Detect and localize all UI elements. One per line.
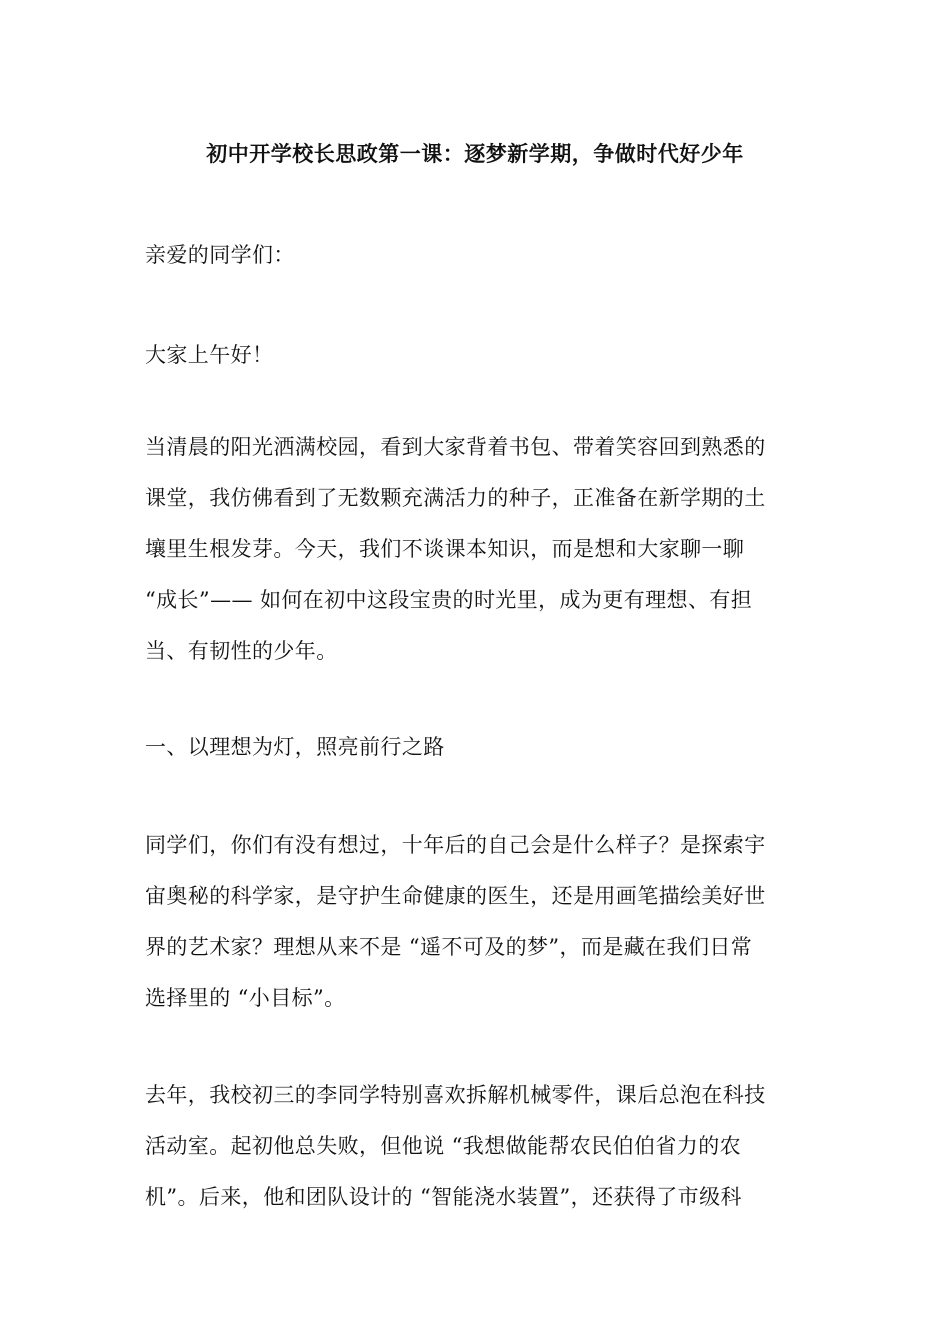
section-heading <box>145 722 810 773</box>
salutation-line: 大家上午好！ <box>145 343 274 367</box>
section-heading-line: 一、以理想为灯，照亮前行之路 <box>145 735 445 759</box>
greeting-line: 亲爱的同学们： <box>145 243 295 267</box>
paragraph-line: 去年，我校初三的李同学特别喜欢拆解机械零件，课后总泡在科技 <box>145 1083 766 1107</box>
paragraph-line: 界的艺术家？理想从来不是 “遥不可及的梦”，而是藏在我们日常 <box>145 935 753 959</box>
paragraph-line: 选择里的 “小目标”。 <box>145 986 346 1010</box>
greeting <box>145 230 810 281</box>
intro-paragraph <box>145 422 810 677</box>
paragraph-line: 宙奥秘的科学家，是守护生命健康的医生，还是用画笔描绘美好世 <box>145 884 766 908</box>
paragraph-line: 当清晨的阳光洒满校园，看到大家背着书包、带着笑容回到熟悉的 <box>145 435 766 459</box>
paragraph-line: 活动室。起初他总失败，但他说 “我想做能帮农民伯伯省力的农 <box>145 1134 742 1158</box>
paragraph-line: “成长”—— 如何在初中这段宝贵的时光里，成为更有理想、有担 <box>145 588 753 612</box>
paragraph-line: 课堂，我仿佛看到了无数颗充满活力的种子，正准备在新学期的土 <box>145 486 766 510</box>
paragraph-line: 同学们，你们有没有想过，十年后的自己会是什么样子？是探索宇 <box>145 833 766 857</box>
section1-paragraph-2 <box>145 1070 810 1223</box>
paragraph-line: 机”。后来，他和团队设计的 “智能浇水装置”，还获得了市级科 <box>145 1185 742 1209</box>
salutation <box>145 330 810 381</box>
document-title: 初中开学校长思政第一课：逐梦新学期，争做时代好少年 <box>206 141 744 166</box>
paragraph-line: 壤里生根发芽。今天，我们不谈课本知识，而是想和大家聊一聊 <box>145 537 745 561</box>
section1-paragraph-1 <box>145 820 810 1024</box>
paragraph-line: 当、有韧性的少年。 <box>145 639 338 663</box>
